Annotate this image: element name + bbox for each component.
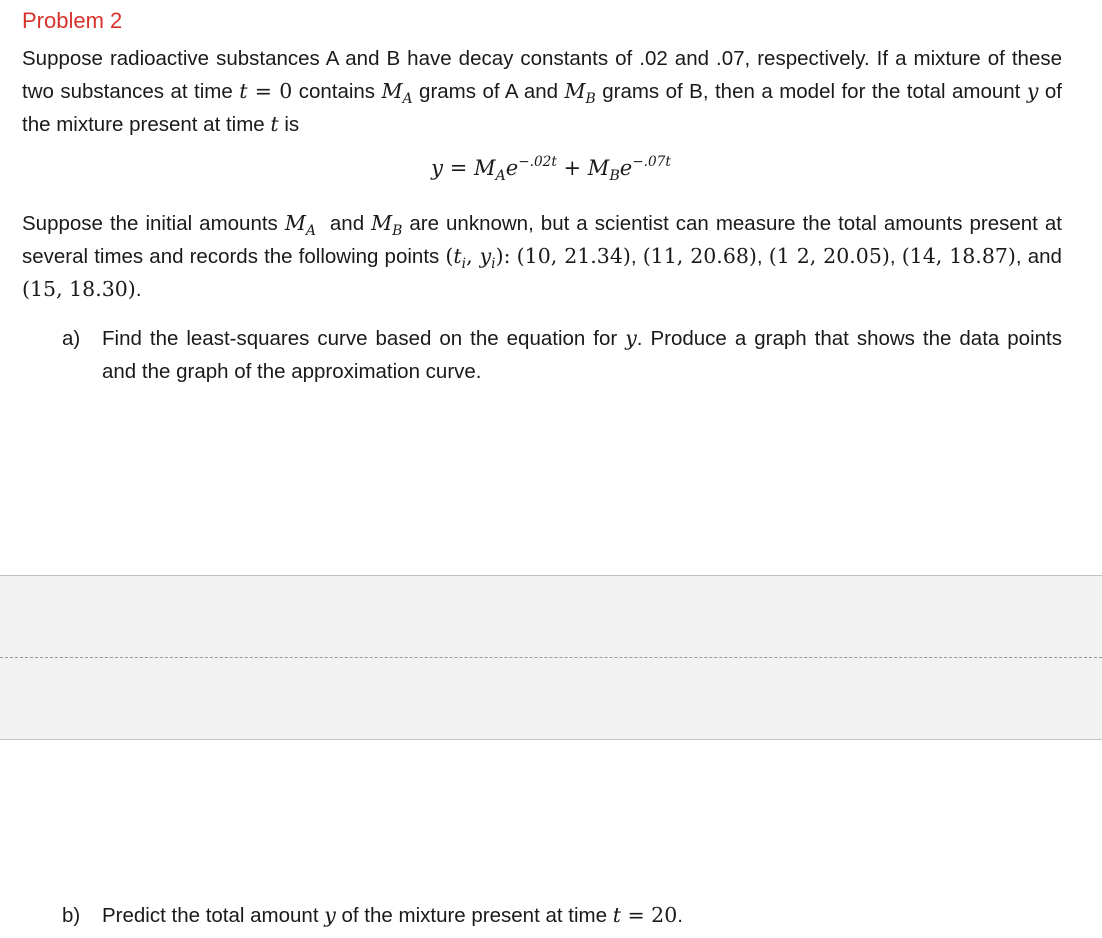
separator: , — [630, 245, 643, 268]
part-b-text: Predict the total amount y of the mixture present at time t = 20. — [102, 903, 683, 927]
part-a-label: a) — [62, 327, 81, 350]
intro-text: of the mixture present at time — [22, 80, 1062, 136]
symbol-ma: $M_A$ — [284, 211, 316, 239]
answer-area[interactable] — [0, 575, 1102, 740]
term-b: $M_Be^{-.07t}$ — [587, 154, 671, 184]
data-text: Suppose the initial amounts — [22, 212, 285, 235]
separator: , — [889, 245, 902, 268]
data-point: (1 2, 20.05) — [768, 244, 890, 268]
model-equation — [0, 154, 1102, 184]
part-a-text: Find the least-squares curve based on the equation for y. Produce a graph that shows the data points and the graph of the approximation curve. — [102, 326, 1062, 383]
data-text: . — [135, 278, 142, 301]
data-text: are unknown, but a scientist can measure the total amounts present at several times and records the following points — [22, 212, 1062, 268]
variable-y: y — [625, 326, 637, 350]
data-paragraph — [22, 207, 1062, 306]
variable-y: y — [431, 156, 444, 180]
data-point: (15, 18.30) — [22, 277, 136, 301]
intro-text: grams of A and — [412, 80, 565, 103]
intro-text: Suppose radioactive substances A and B have decay constants of .02 and .07, respectively. If a mixture of these two substances at time — [22, 47, 1062, 103]
data-text: and — [315, 212, 372, 235]
question-part-b — [62, 899, 1062, 932]
variable-t: t — [612, 903, 621, 927]
question-part-a — [62, 322, 1062, 388]
page-break-divider — [0, 657, 1102, 658]
equals-zero: = 0 — [247, 79, 293, 103]
part-b-label: b) — [62, 904, 81, 927]
variable-y: y — [324, 903, 336, 927]
point-notation: ($t_i$, $y_i$): — [445, 244, 511, 272]
plus-sign: + — [556, 156, 588, 180]
equals-sign: = — [443, 156, 474, 180]
problem-title: Problem 2 — [22, 8, 123, 33]
intro-text: grams of B, then a model for the total amount — [595, 80, 1027, 103]
symbol-ma: $M_A$ — [381, 79, 413, 107]
data-point: (14, 18.87) — [901, 244, 1016, 268]
symbol-mb: $M_B$ — [564, 79, 596, 107]
variable-t: t — [239, 79, 248, 103]
variable-t: t — [270, 112, 279, 136]
variable-y: y — [1026, 79, 1039, 103]
equals-twenty: = 20 — [620, 903, 678, 927]
symbol-mb: $M_B$ — [371, 211, 403, 239]
intro-text: contains — [292, 80, 382, 103]
separator: , and — [1015, 245, 1062, 268]
intro-paragraph — [22, 42, 1062, 141]
data-point: (10, 21.34) — [516, 244, 631, 268]
data-point: (11, 20.68) — [642, 244, 757, 268]
separator: , — [756, 245, 769, 268]
intro-text: is — [278, 113, 300, 136]
term-a: $M_Ae^{-.02t}$ — [473, 154, 557, 184]
